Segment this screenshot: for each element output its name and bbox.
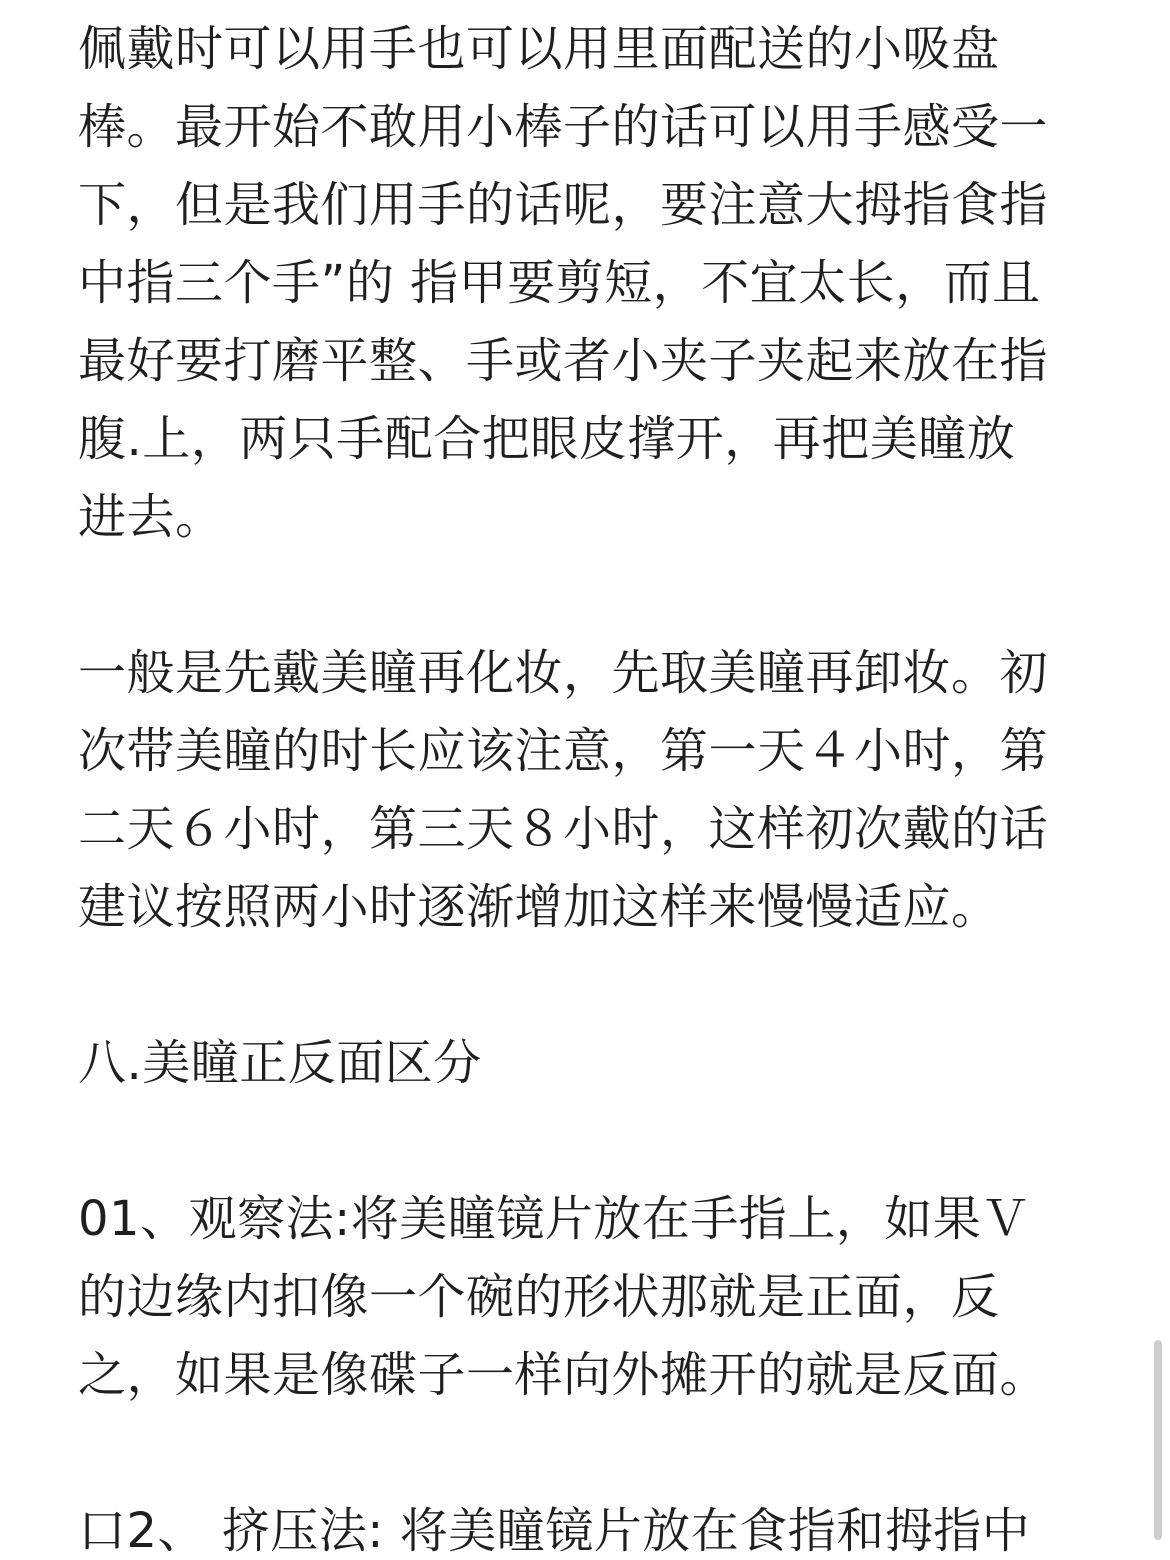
text-line: 棒。最开始不敢用小棒子的话可以用手感受一 bbox=[78, 99, 1049, 155]
text-line: 最好要打磨平整、手或者小夹子夹起来放在指 bbox=[78, 333, 1049, 389]
paragraph-squeeze-method bbox=[78, 1492, 1108, 1560]
heading-text: 八.美瞳正反面区分 bbox=[78, 1035, 482, 1091]
paragraph-wearing-method bbox=[78, 10, 1108, 556]
text-line: 次带美瞳的时长应该注意，第一天４小时，第 bbox=[78, 723, 1049, 779]
text-line: 一般是先戴美瞳再化妆，先取美瞳再卸妆。初 bbox=[78, 645, 1049, 701]
text-line: 的边缘内扣像一个碗的形状那就是正面，反 bbox=[78, 1269, 1000, 1325]
text-line: 口2、 挤压法: 将美瞳镜片放在食指和拇指中 bbox=[78, 1503, 1031, 1559]
text-line: 腹.上，两只手配合把眼皮撑开，再把美瞳放 bbox=[78, 411, 1016, 467]
paragraph-wearing-duration bbox=[78, 634, 1108, 946]
paragraph-spacer bbox=[78, 1414, 1108, 1492]
paragraph-spacer bbox=[78, 556, 1108, 634]
article-body bbox=[78, 10, 1108, 1560]
paragraph-observation-method bbox=[78, 1180, 1108, 1414]
text-line: 之，如果是像碟子一样向外摊开的就是反面。 bbox=[78, 1347, 1049, 1403]
text-line: 佩戴时可以用手也可以用里面配送的小吸盘 bbox=[78, 21, 1000, 77]
text-line: 进去。 bbox=[78, 489, 224, 545]
section-heading bbox=[78, 1024, 1108, 1102]
paragraph-spacer bbox=[78, 1102, 1108, 1180]
text-line: 下，但是我们用手的话呢，要注意大拇指食指 bbox=[78, 177, 1049, 233]
text-line: 中指三个手”的 指甲要剪短，不宜太长，而且 bbox=[78, 255, 1041, 311]
scrollbar-thumb[interactable] bbox=[1154, 1340, 1162, 1540]
text-line: 01、观察法:将美瞳镜片放在手指上，如果Ｖ bbox=[78, 1191, 1030, 1247]
text-line: 二天６小时，第三天８小时，这样初次戴的话 bbox=[78, 801, 1049, 857]
text-line: 建议按照两小时逐渐增加这样来慢慢适应。 bbox=[78, 879, 1000, 935]
paragraph-spacer bbox=[78, 946, 1108, 1024]
